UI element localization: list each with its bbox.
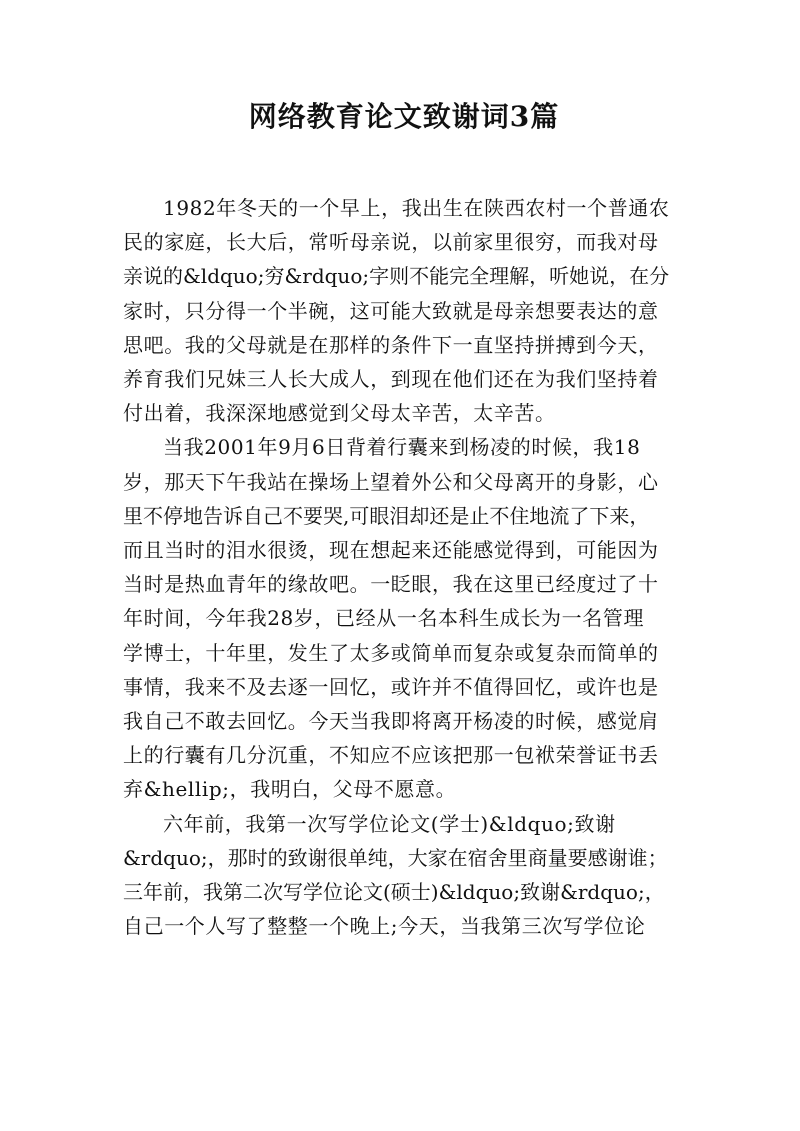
paragraph-line: 年时间，今年我28岁，已经从一名本科生成长为一名管理 (123, 606, 645, 631)
paragraph-line: 而且当时的泪水很烫，现在想起来还能感觉得到，可能因为 (123, 538, 659, 563)
paragraph-line: 1982年冬天的一个早上，我出生在陕西农村一个普通农 (163, 196, 670, 220)
paragraph-line: 上的行囊有几分沉重，不知应不应该把那一包袱荣誉证书丢 (123, 743, 659, 768)
paragraph-line: 里不停地告诉自己不要哭,可眼泪却还是止不住地流了下来， (123, 503, 650, 528)
paragraph-line: 学博士，十年里，发生了太多或简单而复杂或复杂而简单的 (123, 640, 659, 665)
paragraph-line: 付出着，我深深地感觉到父母太辛苦，太辛苦。 (123, 401, 556, 426)
paragraph-line: 我自己不敢去回忆。今天当我即将离开杨凌的时候，感觉肩 (123, 709, 659, 734)
paragraph-2 (123, 430, 685, 806)
paragraph-line: 自己一个人写了整整一个晚上;今天，当我第三次写学位论 (123, 914, 646, 939)
document-title: 网络教育论文致谢词3篇 (248, 100, 560, 133)
paragraph-line: 六年前，我第一次写学位论文(学士)&ldquo;致谢 (163, 811, 616, 836)
paragraph-line: 家时，只分得一个半碗，这可能大致就是母亲想要表达的意 (123, 298, 659, 323)
paragraph-line: 亲说的&ldquo;穷&rdquo;字则不能完全理解，听她说，在分 (123, 264, 670, 289)
paragraph-line: &rdquo;，那时的致谢很单纯，大家在宿舍里商量要感谢谁； (123, 845, 668, 870)
paragraph-line: 养育我们兄妹三人长大成人，到现在他们还在为我们坚持着 (123, 367, 659, 392)
paragraph-line: 民的家庭，长大后，常听母亲说，以前家里很穷，而我对母 (123, 230, 659, 255)
paragraph-line: 思吧。我的父母就是在那样的条件下一直坚持拼搏到今天， (123, 332, 659, 357)
paragraph-line: 三年前，我第二次写学位论文(硕士)&ldquo;致谢&rdquo;， (123, 880, 665, 905)
paragraph-3 (123, 807, 685, 944)
paragraph-line: 弃&hellip;，我明白，父母不愿意。 (123, 777, 457, 802)
paragraph-line: 事情，我来不及去逐一回忆，或许并不值得回忆，或许也是 (123, 674, 659, 699)
paragraph-line: 当我2001年9月6日背着行囊来到杨凌的时候，我18 (163, 435, 641, 460)
document-body (123, 191, 685, 943)
paragraph-line: 当时是热血青年的缘故吧。一眨眼，我在这里已经度过了十 (123, 572, 659, 597)
paragraph-line: 岁，那天下午我站在操场上望着外公和父母离开的身影，心 (123, 469, 659, 494)
paragraph-1 (123, 191, 685, 430)
